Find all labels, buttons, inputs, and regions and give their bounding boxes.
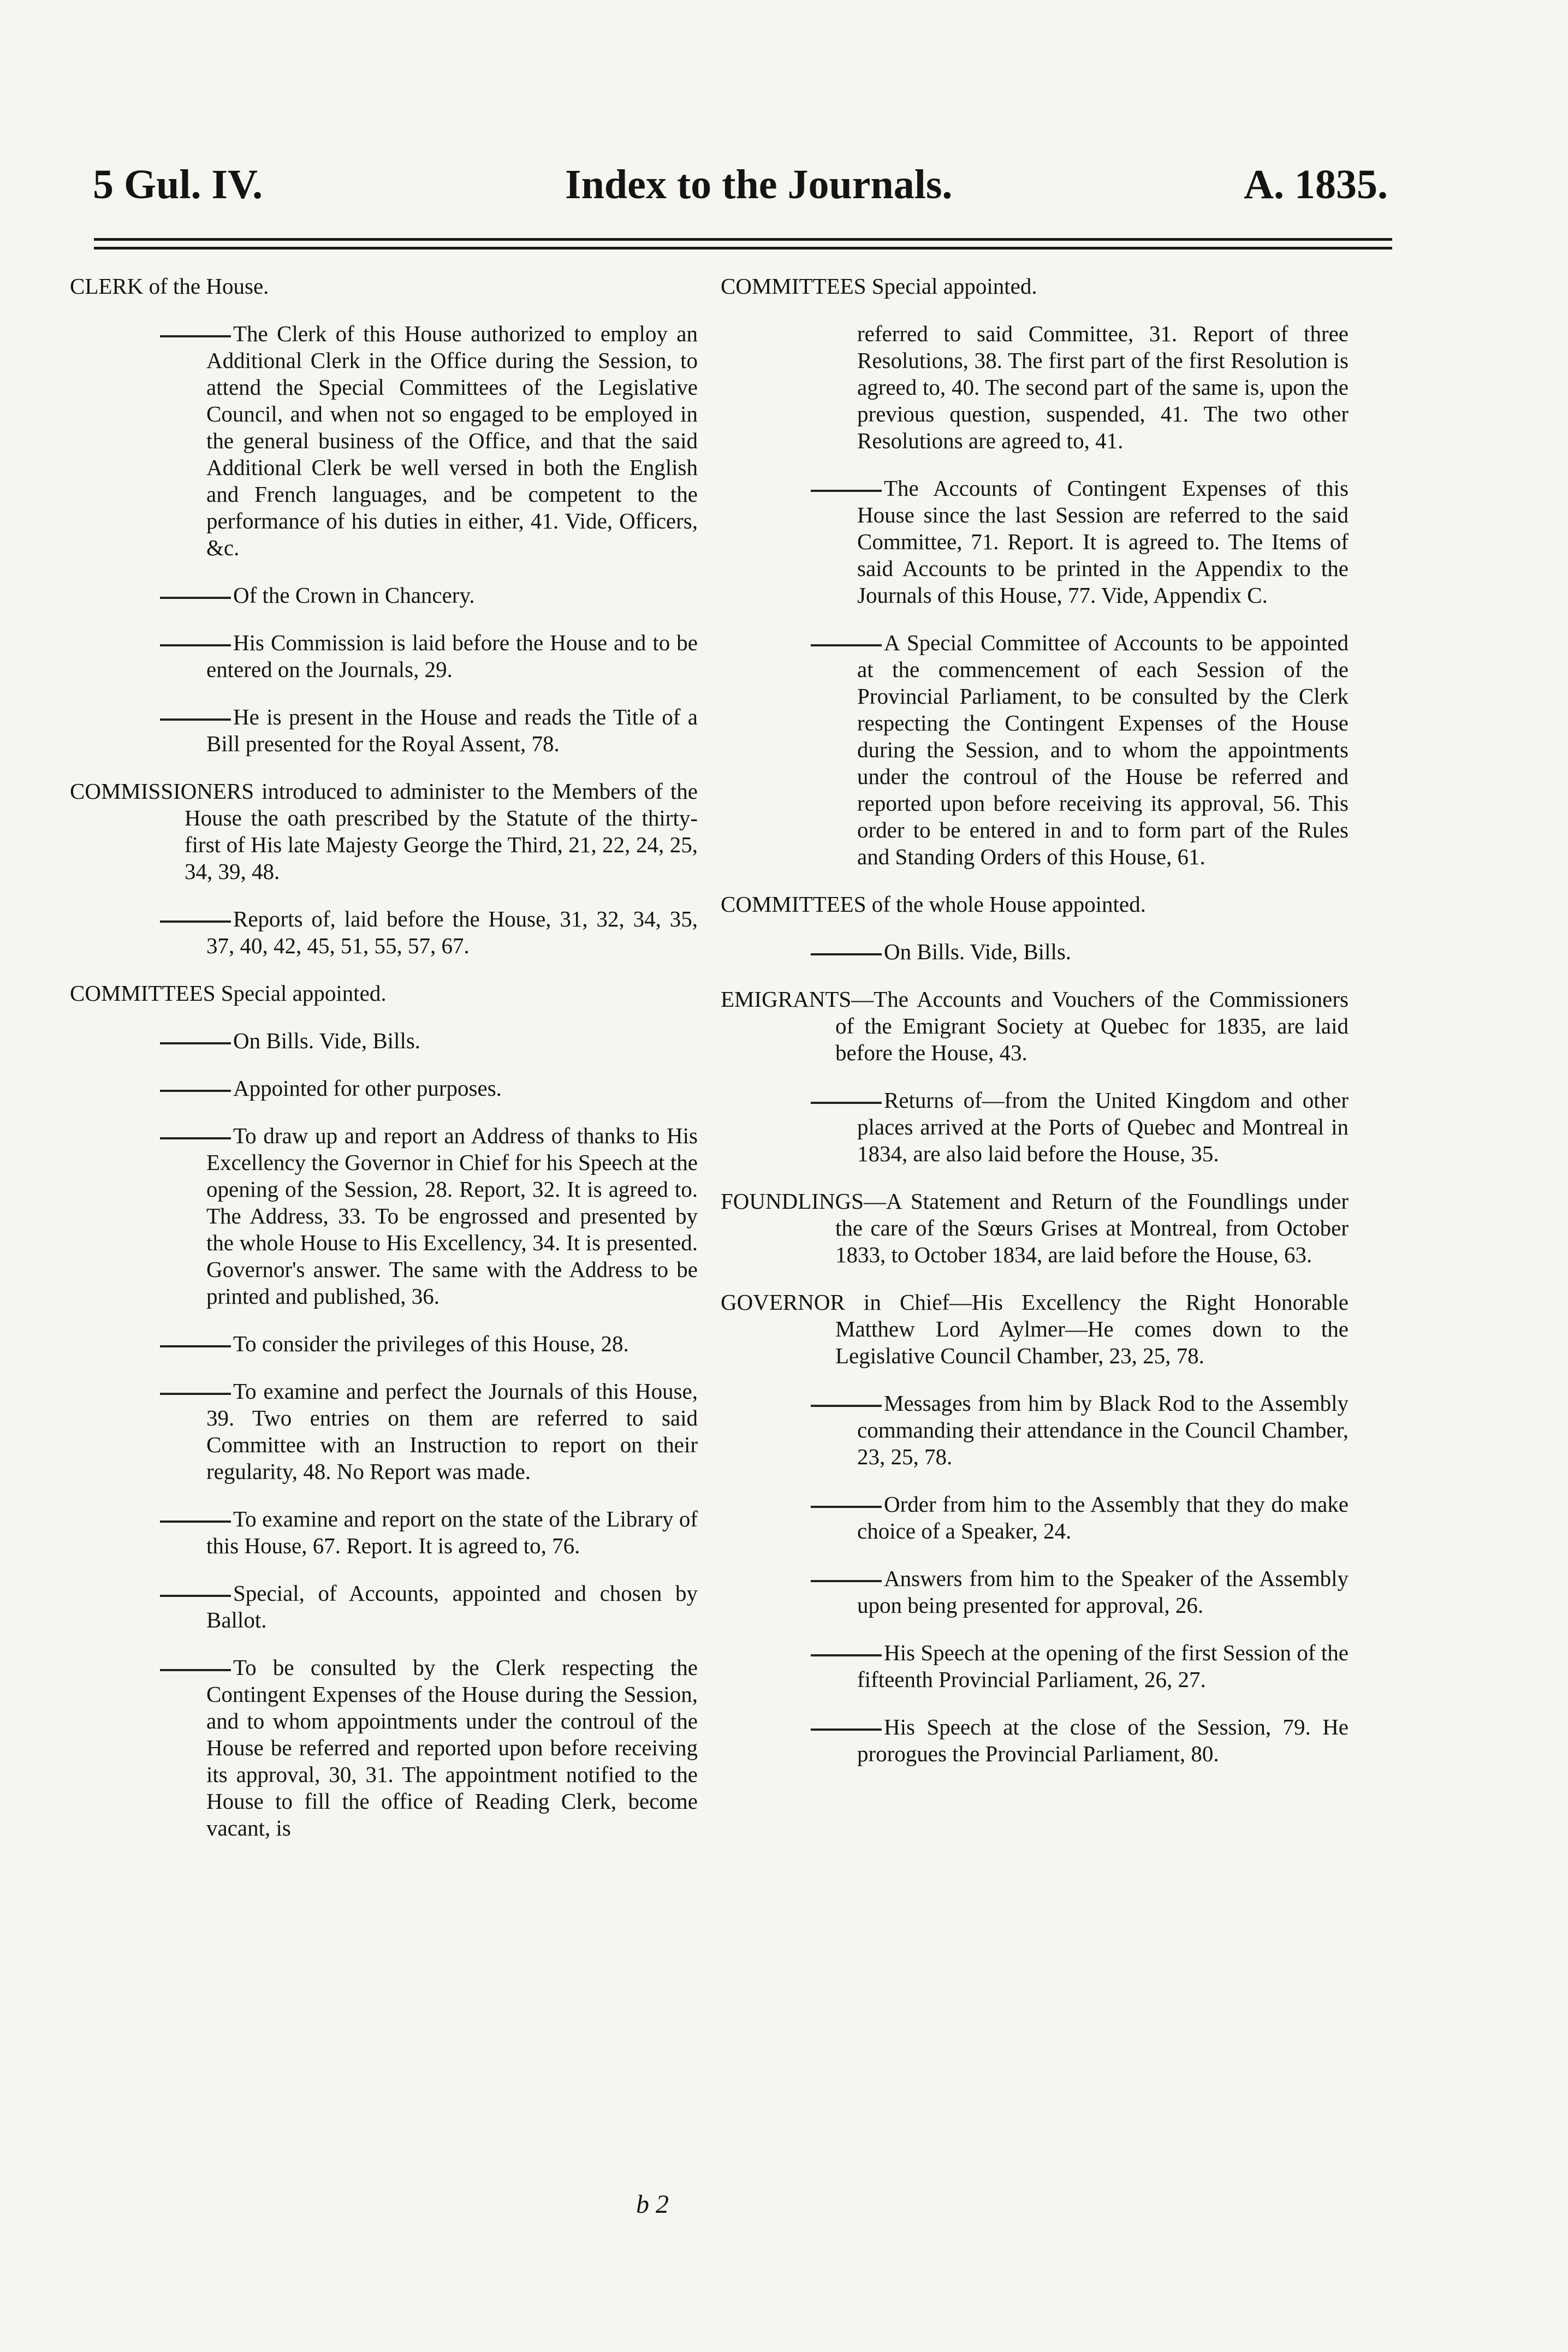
- index-entry: [721, 1087, 1349, 1167]
- index-entry-text: COMMITTEES Special appointed.: [721, 274, 1037, 299]
- index-entry: [70, 1378, 698, 1485]
- index-entry-text: The Clerk of this House authorized to employ an Additional Clerk in the Office during the Session, to attend the Special Committees of the Legislative Council, and when not so engaged to be employed in the general business of the Office, and that the said Additional Clerk be well versed in both the English and French languages, and be competent to the performance of his duties in either, 41. Vide, Officers, &c.: [206, 321, 698, 560]
- index-entry: [70, 1331, 698, 1357]
- index-entry-text: To be consulted by the Clerk respecting the Contingent Expenses of the House during the Session, and to whom appointments under the controul of the House be referred and reported upon before receiving its approval, 30, 31. The appointment notified to the House to fill the office of Reading Clerk, become vacant, is: [206, 1655, 698, 1840]
- ditto-dash: [811, 1580, 882, 1582]
- ditto-dash: [160, 1042, 231, 1044]
- index-entry: [721, 891, 1349, 918]
- index-entry: [70, 1506, 698, 1559]
- index-entry: [721, 986, 1349, 1066]
- index-entry-text: Order from him to the Assembly that they do make choice of a Speaker, 24.: [857, 1492, 1349, 1543]
- ditto-dash: [811, 1729, 882, 1731]
- index-entry-text: His Commission is laid before the House and to be entered on the Journals, 29.: [206, 630, 698, 682]
- index-column-left: [70, 273, 698, 1862]
- index-entry-text: To examine and report on the state of the Library of this House, 67. Report. It is agreed to, 76.: [206, 1506, 698, 1558]
- index-entry: [70, 1580, 698, 1634]
- index-entry: [70, 906, 698, 959]
- index-entry: [721, 1491, 1349, 1545]
- index-entry-text: To draw up and report an Address of thanks to His Excellency the Governor in Chief for his Speech at the opening of the Session, 28. Report, 32. It is agreed to. The Address, 33. To be engrossed and presented by the whole House to His Excellency, 34. It is presented. Governor's answer. The same with the Address to be printed and published, 36.: [206, 1123, 698, 1309]
- index-entry: [721, 320, 1349, 454]
- index-entry-text: Appointed for other purposes.: [233, 1076, 502, 1101]
- index-entry-text: To examine and perfect the Journals of this House, 39. Two entries on them are referred to said Committee with an Instruction to report on their regularity, 48. No Report was made.: [206, 1379, 698, 1484]
- index-entry: [70, 980, 698, 1007]
- index-entry: [721, 273, 1349, 300]
- index-entry: [70, 629, 698, 683]
- ditto-dash: [160, 1669, 231, 1671]
- index-entry-text: On Bills. Vide, Bills.: [233, 1028, 421, 1053]
- ditto-dash: [160, 644, 231, 646]
- index-entry-text: FOUNDLINGS—A Statement and Return of the Foundlings under the care of the Sœurs Grises at Montreal, from October 1833, to October 1834, are laid before the House, 63.: [721, 1189, 1349, 1267]
- running-head-year: A. 1835.: [1244, 162, 1388, 207]
- index-entry: [70, 582, 698, 609]
- index-entry-text: Of the Crown in Chancery.: [233, 583, 475, 608]
- index-entry: [721, 1714, 1349, 1767]
- ditto-dash: [160, 1521, 231, 1523]
- index-entry: [70, 320, 698, 561]
- ditto-dash: [811, 953, 882, 955]
- ditto-dash: [160, 335, 231, 337]
- index-entry: [721, 629, 1349, 870]
- ditto-dash: [811, 490, 882, 492]
- index-entry-text: referred to said Committee, 31. Report of three Resolutions, 38. The first part of the first Resolution is agreed to, 40. The second part of the same is, upon the previous question, suspended, 41. The two other Resolutions are agreed to, 41.: [857, 321, 1349, 453]
- index-entry-text: Special, of Accounts, appointed and chosen by Ballot.: [206, 1581, 698, 1632]
- index-entry: [70, 704, 698, 757]
- ditto-dash: [160, 597, 231, 599]
- index-entry: [721, 1565, 1349, 1619]
- index-entry-text: Messages from him by Black Rod to the Assembly commanding their attendance in the Council Chamber, 23, 25, 78.: [857, 1391, 1349, 1469]
- index-entry-text: He is present in the House and reads the Title of a Bill presented for the Royal Assent, 78.: [206, 704, 698, 756]
- index-entry-text: To consider the privileges of this House, 28.: [233, 1331, 629, 1356]
- index-entry-text: CLERK of the House.: [70, 274, 269, 299]
- signature-mark: b 2: [636, 2190, 669, 2219]
- ditto-dash: [160, 1345, 231, 1347]
- running-head-regnal-year: 5 Gul. IV.: [93, 162, 263, 207]
- index-entry-text: On Bills. Vide, Bills.: [884, 939, 1072, 964]
- ditto-dash: [160, 1393, 231, 1395]
- ditto-dash: [160, 1090, 231, 1092]
- index-entry: [70, 273, 698, 300]
- ditto-dash: [160, 1137, 231, 1139]
- index-entry: [70, 1075, 698, 1102]
- ditto-dash: [811, 1506, 882, 1508]
- index-entry: [721, 475, 1349, 609]
- index-entry: [70, 778, 698, 885]
- index-entry-text: Returns of—from the United Kingdom and other places arrived at the Ports of Quebec and Montreal in 1834, are also laid before the House, 35.: [857, 1088, 1349, 1166]
- ditto-dash: [811, 1654, 882, 1656]
- index-entry-text: COMMITTEES of the whole House appointed.: [721, 892, 1146, 917]
- header-rule-bottom: [94, 247, 1392, 250]
- index-entry-text: GOVERNOR in Chief—His Excellency the Right Honorable Matthew Lord Aylmer—He comes down to the Legislative Council Chamber, 23, 25, 78.: [721, 1290, 1349, 1368]
- ditto-dash: [811, 1102, 882, 1104]
- ditto-dash: [811, 1405, 882, 1407]
- ditto-dash: [160, 1595, 231, 1597]
- ditto-dash: [811, 644, 882, 646]
- index-entry-text: His Speech at the close of the Session, 79. He prorogues the Provincial Parliament, 80.: [857, 1714, 1349, 1766]
- index-column-right: [721, 273, 1349, 1788]
- index-entry: [70, 1654, 698, 1842]
- index-entry: [721, 1390, 1349, 1470]
- index-entry-text: His Speech at the opening of the first Session of the fifteenth Provincial Parliament, 26, 27.: [857, 1640, 1349, 1692]
- index-entry-text: Answers from him to the Speaker of the Assembly upon being presented for approval, 26.: [857, 1566, 1349, 1618]
- index-entry: [70, 1122, 698, 1310]
- index-entry: [721, 939, 1349, 965]
- index-entry-text: COMMISSIONERS introduced to administer to the Members of the House the oath prescribed by the Statute of the thirty-first of His late Majesty George the Third, 21, 22, 24, 25, 34, 39, 48.: [70, 779, 698, 884]
- index-entry-text: Reports of, laid before the House, 31, 32, 34, 35, 37, 40, 42, 45, 51, 55, 57, 67.: [206, 906, 698, 958]
- index-entry-text: The Accounts of Contingent Expenses of this House since the last Session are referred to the said Committee, 71. Report. It is agreed to. The Items of said Accounts to be printed in the Appendix to the Journals of this House, 77. Vide, Appendix C.: [857, 476, 1349, 608]
- index-entry-text: COMMITTEES Special appointed.: [70, 981, 387, 1006]
- running-head-title: Index to the Journals.: [565, 162, 953, 207]
- index-entry: [721, 1188, 1349, 1268]
- index-entry-text: A Special Committee of Accounts to be appointed at the commencement of each Session of the Provincial Parliament, to be consulted by the Clerk respecting the Contingent Expenses of the House during the Session, and to whom the appointments under the controul of the House be referred and reported upon before receiving its approval, 56. This order to be entered in and to form part of the Rules and Standing Orders of this House, 61.: [857, 630, 1349, 869]
- index-entry: [721, 1289, 1349, 1369]
- ditto-dash: [160, 920, 231, 923]
- index-entry: [70, 1027, 698, 1054]
- header-rule-top: [94, 238, 1392, 241]
- index-entry: [721, 1640, 1349, 1693]
- index-entry-text: EMIGRANTS—The Accounts and Vouchers of the Commissioners of the Emigrant Society at Quebec for 1835, are laid before the House, 43.: [721, 987, 1349, 1065]
- ditto-dash: [160, 718, 231, 721]
